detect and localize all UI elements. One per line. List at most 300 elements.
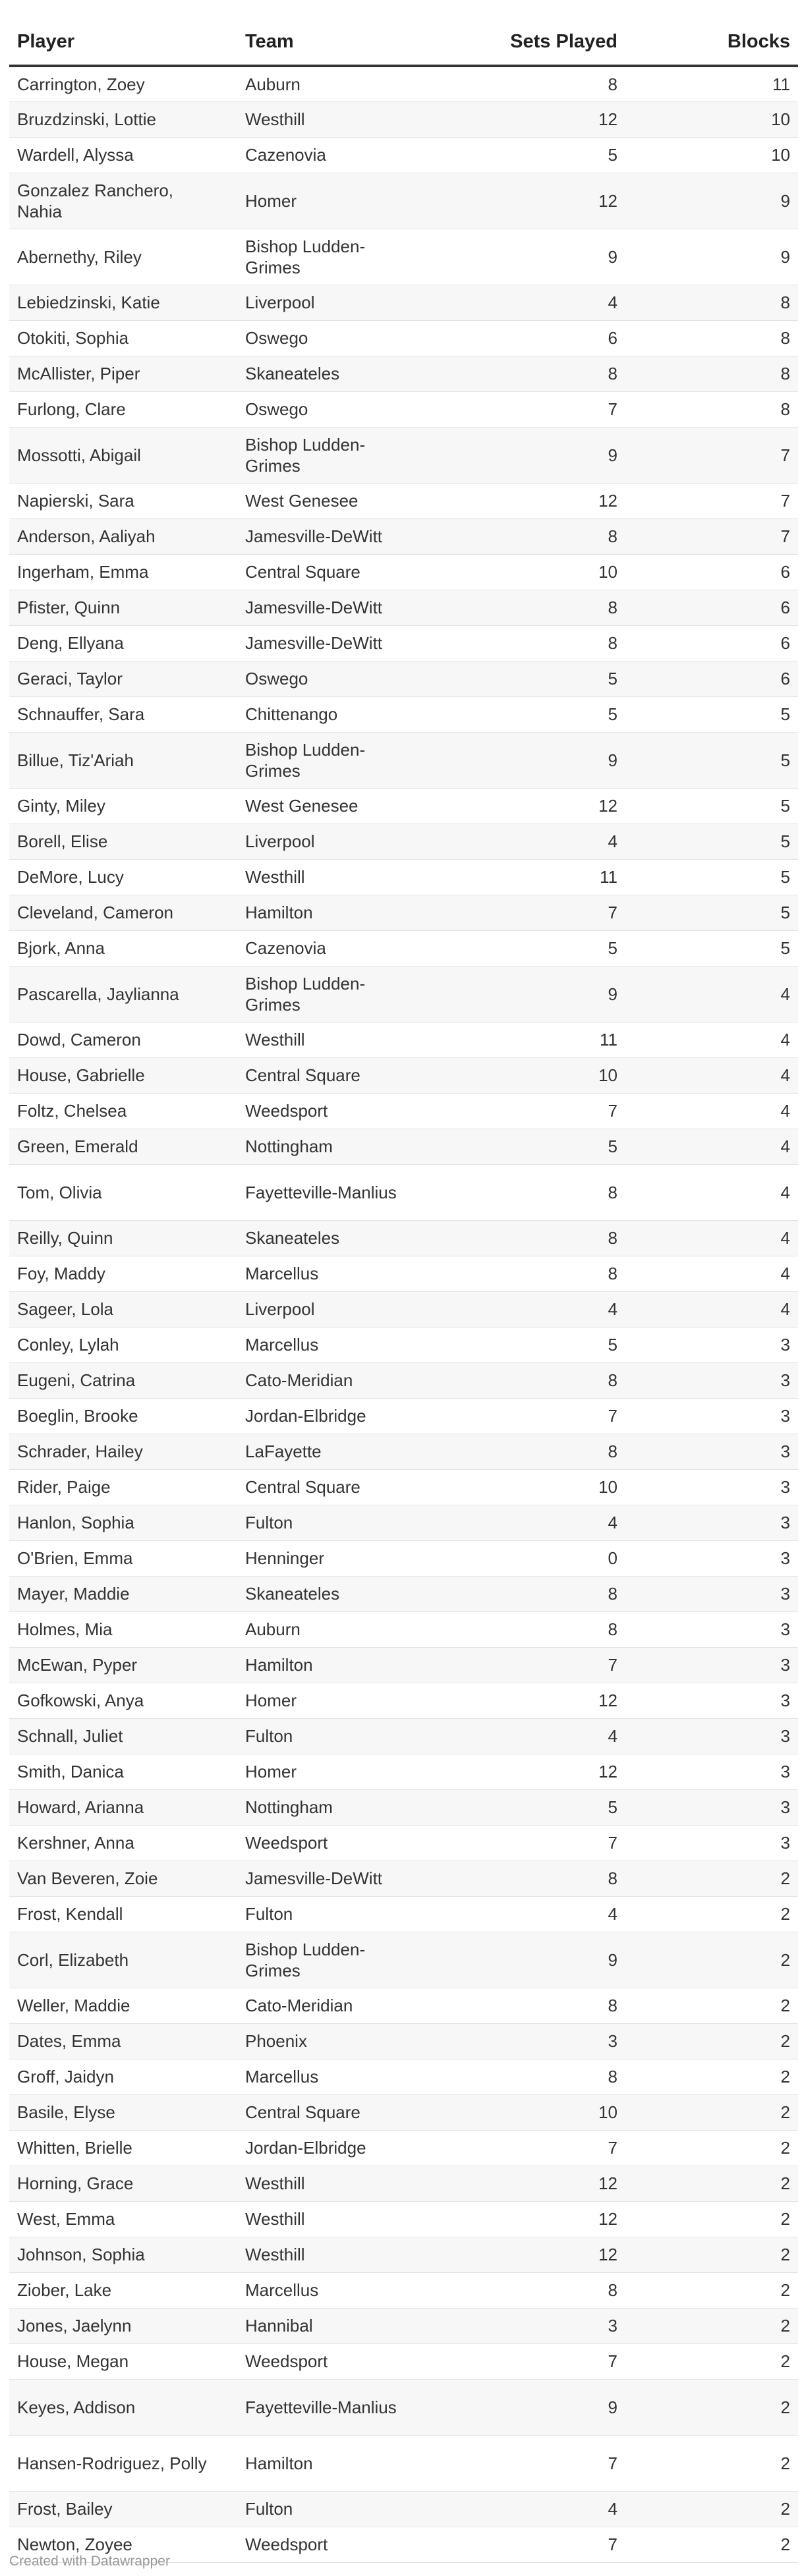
blocks-cell: 4: [625, 1256, 798, 1291]
sets-played-cell: 12: [432, 173, 625, 229]
player-cell: Dates, Emma: [9, 2023, 237, 2059]
blocks-cell: 3: [625, 1647, 798, 1683]
team-cell: LaFayette: [237, 1434, 432, 1469]
sets-played-cell: 7: [432, 1647, 625, 1683]
table-row: [9, 1896, 798, 1932]
table-row: [9, 2379, 798, 2435]
table-row: [9, 1291, 798, 1327]
sets-played-cell: 12: [432, 101, 625, 137]
sets-played-cell: 8: [432, 1576, 625, 1611]
team-cell: Weedsport: [237, 2343, 432, 2379]
player-cell: Jones, Jaelynn: [9, 2308, 237, 2343]
table-row: [9, 1220, 798, 1256]
table-row: [9, 1362, 798, 1398]
sets-played-cell: 8: [432, 1220, 625, 1256]
table-row: [9, 1789, 798, 1825]
sets-played-cell: 10: [432, 2094, 625, 2130]
team-cell: Westhill: [237, 1022, 432, 1057]
player-cell: Corl, Elizabeth: [9, 1932, 237, 1988]
blocks-cell: 10: [625, 137, 798, 173]
team-cell: Liverpool: [237, 1291, 432, 1327]
team-cell: Auburn: [237, 1611, 432, 1647]
sets-played-cell: 6: [432, 320, 625, 356]
sets-played-cell: 9: [432, 427, 625, 483]
blocks-cell: 2: [625, 2166, 798, 2201]
table-row: [9, 1327, 798, 1362]
table-row: [9, 356, 798, 391]
team-cell: Skaneateles: [237, 1220, 432, 1256]
team-cell: Homer: [237, 173, 432, 229]
blocks-cell: 5: [625, 824, 798, 859]
table-row: [9, 391, 798, 427]
blocks-cell: 5: [625, 930, 798, 966]
blocks-cell: 10: [625, 101, 798, 137]
player-cell: Van Beveren, Zoie: [9, 1861, 237, 1896]
blocks-cell: 4: [625, 1164, 798, 1220]
blocks-cell: 5: [625, 788, 798, 824]
team-cell: Henninger: [237, 1540, 432, 1576]
player-cell: Carrington, Zoey: [9, 66, 237, 101]
sets-played-cell: 8: [432, 1164, 625, 1220]
blocks-cell: 6: [625, 554, 798, 590]
player-cell: Schrader, Hailey: [9, 1434, 237, 1469]
data-table-container: [9, 18, 798, 2563]
team-cell: Fayetteville-Manlius: [237, 2379, 432, 2435]
blocks-cell: 3: [625, 1362, 798, 1398]
column-header-blocks[interactable]: Blocks: [625, 18, 798, 66]
sets-played-cell: 7: [432, 895, 625, 930]
table-row: [9, 1718, 798, 1754]
player-blocks-table: [9, 18, 798, 2563]
team-cell: Central Square: [237, 554, 432, 590]
table-row: [9, 518, 798, 554]
table-row: [9, 1057, 798, 1093]
player-cell: Bruzdzinski, Lottie: [9, 101, 237, 137]
table-row: [9, 625, 798, 661]
table-row: [9, 554, 798, 590]
sets-played-cell: 5: [432, 1789, 625, 1825]
table-row: [9, 2201, 798, 2237]
table-row: [9, 2237, 798, 2272]
team-cell: Jordan-Elbridge: [237, 1398, 432, 1434]
player-cell: Bjork, Anna: [9, 930, 237, 966]
player-cell: Boeglin, Brooke: [9, 1398, 237, 1434]
table-row: [9, 1164, 798, 1220]
team-cell: West Genesee: [237, 788, 432, 824]
blocks-cell: 2: [625, 2237, 798, 2272]
player-cell: Foltz, Chelsea: [9, 1093, 237, 1129]
blocks-cell: 7: [625, 427, 798, 483]
team-cell: Marcellus: [237, 2272, 432, 2308]
team-cell: Oswego: [237, 320, 432, 356]
table-row: [9, 229, 798, 285]
team-cell: Fayetteville-Manlius: [237, 1164, 432, 1220]
footer-credit: Created with Datawrapper: [9, 2554, 170, 2569]
team-cell: Hannibal: [237, 2308, 432, 2343]
team-cell: Jamesville-DeWitt: [237, 590, 432, 625]
table-row: [9, 1647, 798, 1683]
team-cell: Westhill: [237, 859, 432, 895]
team-cell: Fulton: [237, 1505, 432, 1540]
blocks-cell: 6: [625, 661, 798, 696]
team-cell: Liverpool: [237, 824, 432, 859]
sets-played-cell: 8: [432, 2059, 625, 2094]
team-cell: Central Square: [237, 1057, 432, 1093]
player-cell: Wardell, Alyssa: [9, 137, 237, 173]
sets-played-cell: 4: [432, 1505, 625, 1540]
player-cell: Pfister, Quinn: [9, 590, 237, 625]
table-row: [9, 427, 798, 483]
player-cell: Horning, Grace: [9, 2166, 237, 2201]
table-row: [9, 1505, 798, 1540]
player-cell: Johnson, Sophia: [9, 2237, 237, 2272]
team-cell: Fulton: [237, 1896, 432, 1932]
player-cell: Hansen-Rodriguez, Polly: [9, 2435, 237, 2491]
sets-played-cell: 0: [432, 1540, 625, 1576]
player-cell: Whitten, Brielle: [9, 2130, 237, 2166]
player-cell: DeMore, Lucy: [9, 859, 237, 895]
blocks-cell: 4: [625, 1022, 798, 1057]
team-cell: Bishop Ludden-Grimes: [237, 1932, 432, 1988]
team-cell: Marcellus: [237, 1256, 432, 1291]
table-row: [9, 590, 798, 625]
table-row: [9, 2094, 798, 2130]
blocks-cell: 4: [625, 1220, 798, 1256]
player-cell: Cleveland, Cameron: [9, 895, 237, 930]
blocks-cell: 2: [625, 1988, 798, 2023]
blocks-cell: 3: [625, 1718, 798, 1754]
table-row: [9, 2023, 798, 2059]
team-cell: Westhill: [237, 2166, 432, 2201]
team-cell: Cazenovia: [237, 930, 432, 966]
sets-played-cell: 12: [432, 483, 625, 518]
sets-played-cell: 4: [432, 2491, 625, 2527]
blocks-cell: 5: [625, 895, 798, 930]
table-row: [9, 1434, 798, 1469]
table-row: [9, 1683, 798, 1718]
sets-played-cell: 11: [432, 1022, 625, 1057]
team-cell: Oswego: [237, 661, 432, 696]
sets-played-cell: 9: [432, 966, 625, 1022]
player-cell: Geraci, Taylor: [9, 661, 237, 696]
team-cell: Cato-Meridian: [237, 1988, 432, 2023]
sets-played-cell: 12: [432, 1754, 625, 1789]
table-row: [9, 2308, 798, 2343]
player-cell: McEwan, Pyper: [9, 1647, 237, 1683]
table-row: [9, 930, 798, 966]
player-cell: House, Gabrielle: [9, 1057, 237, 1093]
player-cell: West, Emma: [9, 2201, 237, 2237]
blocks-cell: 6: [625, 625, 798, 661]
sets-played-cell: 8: [432, 2272, 625, 2308]
player-cell: Gofkowski, Anya: [9, 1683, 237, 1718]
team-cell: Bishop Ludden-Grimes: [237, 427, 432, 483]
sets-played-cell: 8: [432, 1362, 625, 1398]
table-row: [9, 2272, 798, 2308]
player-cell: Lebiedzinski, Katie: [9, 285, 237, 320]
team-cell: Jordan-Elbridge: [237, 2130, 432, 2166]
table-row: [9, 1469, 798, 1505]
table-row: [9, 2343, 798, 2379]
player-cell: Eugeni, Catrina: [9, 1362, 237, 1398]
sets-played-cell: 7: [432, 1825, 625, 1861]
sets-played-cell: 12: [432, 2201, 625, 2237]
table-row: [9, 2435, 798, 2491]
player-cell: Mossotti, Abigail: [9, 427, 237, 483]
blocks-cell: 7: [625, 518, 798, 554]
blocks-cell: 5: [625, 732, 798, 788]
player-cell: Frost, Kendall: [9, 1896, 237, 1932]
player-cell: Ziober, Lake: [9, 2272, 237, 2308]
blocks-cell: 3: [625, 1611, 798, 1647]
team-cell: Skaneateles: [237, 1576, 432, 1611]
table-row: [9, 483, 798, 518]
blocks-cell: 9: [625, 229, 798, 285]
blocks-cell: 4: [625, 1057, 798, 1093]
sets-played-cell: 3: [432, 2023, 625, 2059]
sets-played-cell: 7: [432, 2435, 625, 2491]
player-cell: Gonzalez Ranchero, Nahia: [9, 173, 237, 229]
sets-played-cell: 5: [432, 930, 625, 966]
table-row: [9, 1932, 798, 1988]
table-row: [9, 1093, 798, 1129]
player-cell: Abernethy, Riley: [9, 229, 237, 285]
sets-played-cell: 10: [432, 554, 625, 590]
sets-played-cell: 8: [432, 1988, 625, 2023]
blocks-cell: 3: [625, 1469, 798, 1505]
sets-played-cell: 5: [432, 661, 625, 696]
team-cell: Homer: [237, 1683, 432, 1718]
player-cell: Newton, Zoyee: [9, 2527, 237, 2562]
player-cell: Reilly, Quinn: [9, 1220, 237, 1256]
sets-played-cell: 5: [432, 696, 625, 732]
blocks-cell: 2: [625, 2130, 798, 2166]
sets-played-cell: 9: [432, 732, 625, 788]
blocks-cell: 2: [625, 2272, 798, 2308]
player-cell: Borell, Elise: [9, 824, 237, 859]
player-cell: Deng, Ellyana: [9, 625, 237, 661]
sets-played-cell: 4: [432, 1291, 625, 1327]
team-cell: Central Square: [237, 1469, 432, 1505]
player-cell: McAllister, Piper: [9, 356, 237, 391]
player-cell: Furlong, Clare: [9, 391, 237, 427]
sets-played-cell: 4: [432, 1896, 625, 1932]
blocks-cell: 2: [625, 1896, 798, 1932]
sets-played-cell: 5: [432, 137, 625, 173]
sets-played-cell: 12: [432, 2237, 625, 2272]
team-cell: Hamilton: [237, 895, 432, 930]
team-cell: Central Square: [237, 2094, 432, 2130]
team-cell: Westhill: [237, 2201, 432, 2237]
player-cell: Dowd, Cameron: [9, 1022, 237, 1057]
player-cell: Schnall, Juliet: [9, 1718, 237, 1754]
sets-played-cell: 8: [432, 1256, 625, 1291]
table-row: [9, 788, 798, 824]
sets-played-cell: 8: [432, 625, 625, 661]
player-cell: Schnauffer, Sara: [9, 696, 237, 732]
sets-played-cell: 10: [432, 1057, 625, 1093]
team-cell: Nottingham: [237, 1129, 432, 1164]
sets-played-cell: 7: [432, 2527, 625, 2562]
sets-played-cell: 3: [432, 2308, 625, 2343]
blocks-cell: 8: [625, 285, 798, 320]
sets-played-cell: 4: [432, 285, 625, 320]
blocks-cell: 4: [625, 1291, 798, 1327]
sets-played-cell: 12: [432, 788, 625, 824]
table-row: [9, 732, 798, 788]
player-cell: Smith, Danica: [9, 1754, 237, 1789]
table-row: [9, 2059, 798, 2094]
sets-played-cell: 8: [432, 1611, 625, 1647]
player-cell: O'Brien, Emma: [9, 1540, 237, 1576]
team-cell: Westhill: [237, 2237, 432, 2272]
sets-played-cell: 8: [432, 1434, 625, 1469]
table-row: [9, 1825, 798, 1861]
sets-played-cell: 8: [432, 590, 625, 625]
table-row: [9, 137, 798, 173]
team-cell: Marcellus: [237, 2059, 432, 2094]
team-cell: Jamesville-DeWitt: [237, 518, 432, 554]
team-cell: Chittenango: [237, 696, 432, 732]
player-cell: Foy, Maddy: [9, 1256, 237, 1291]
table-row: [9, 285, 798, 320]
sets-played-cell: 12: [432, 2166, 625, 2201]
blocks-cell: 2: [625, 1861, 798, 1896]
blocks-cell: 3: [625, 1398, 798, 1434]
team-cell: Weedsport: [237, 1093, 432, 1129]
blocks-cell: 2: [625, 2023, 798, 2059]
team-cell: West Genesee: [237, 483, 432, 518]
table-row: [9, 1129, 798, 1164]
sets-played-cell: 12: [432, 1683, 625, 1718]
sets-played-cell: 8: [432, 66, 625, 101]
blocks-cell: 3: [625, 1754, 798, 1789]
table-row: [9, 824, 798, 859]
blocks-cell: 2: [625, 2094, 798, 2130]
team-cell: Jamesville-DeWitt: [237, 1861, 432, 1896]
table-body: [9, 66, 798, 2562]
blocks-cell: 8: [625, 391, 798, 427]
table-row: [9, 696, 798, 732]
table-header: [9, 18, 798, 66]
player-cell: Ingerham, Emma: [9, 554, 237, 590]
table-row: [9, 1611, 798, 1647]
blocks-cell: 2: [625, 2308, 798, 2343]
blocks-cell: 11: [625, 66, 798, 101]
player-cell: Billue, Tiz'Ariah: [9, 732, 237, 788]
table-row: [9, 320, 798, 356]
team-cell: Skaneateles: [237, 356, 432, 391]
blocks-cell: 3: [625, 1540, 798, 1576]
blocks-cell: 8: [625, 356, 798, 391]
table-row: [9, 1988, 798, 2023]
table-row: [9, 1576, 798, 1611]
player-cell: Anderson, Aaliyah: [9, 518, 237, 554]
player-cell: Sageer, Lola: [9, 1291, 237, 1327]
team-cell: Weedsport: [237, 1825, 432, 1861]
blocks-cell: 5: [625, 859, 798, 895]
team-cell: Bishop Ludden-Grimes: [237, 732, 432, 788]
blocks-cell: 4: [625, 966, 798, 1022]
sets-played-cell: 5: [432, 1327, 625, 1362]
blocks-cell: 3: [625, 1789, 798, 1825]
player-cell: Green, Emerald: [9, 1129, 237, 1164]
blocks-cell: 2: [625, 2059, 798, 2094]
sets-played-cell: 11: [432, 859, 625, 895]
player-cell: Tom, Olivia: [9, 1164, 237, 1220]
blocks-cell: 2: [625, 2201, 798, 2237]
blocks-cell: 3: [625, 1825, 798, 1861]
team-cell: Homer: [237, 1754, 432, 1789]
table-row: [9, 1754, 798, 1789]
team-cell: Hamilton: [237, 2435, 432, 2491]
team-cell: Cato-Meridian: [237, 1362, 432, 1398]
column-header-player[interactable]: Player: [9, 18, 237, 66]
table-row: [9, 101, 798, 137]
blocks-cell: 6: [625, 590, 798, 625]
table-row: [9, 1540, 798, 1576]
sets-played-cell: 7: [432, 1398, 625, 1434]
blocks-cell: 2: [625, 2343, 798, 2379]
team-cell: Cazenovia: [237, 137, 432, 173]
blocks-cell: 2: [625, 2491, 798, 2527]
team-cell: Nottingham: [237, 1789, 432, 1825]
sets-played-cell: 8: [432, 356, 625, 391]
blocks-cell: 2: [625, 2527, 798, 2562]
team-cell: Hamilton: [237, 1647, 432, 1683]
sets-played-cell: 9: [432, 2379, 625, 2435]
table-row: [9, 1256, 798, 1291]
blocks-cell: 2: [625, 2435, 798, 2491]
header-row: [9, 18, 798, 66]
table-row: [9, 895, 798, 930]
team-cell: Fulton: [237, 1718, 432, 1754]
table-row: [9, 859, 798, 895]
team-cell: Fulton: [237, 2491, 432, 2527]
player-cell: Holmes, Mia: [9, 1611, 237, 1647]
team-cell: Phoenix: [237, 2023, 432, 2059]
blocks-cell: 4: [625, 1093, 798, 1129]
blocks-cell: 5: [625, 696, 798, 732]
team-cell: Bishop Ludden-Grimes: [237, 966, 432, 1022]
sets-played-cell: 7: [432, 2130, 625, 2166]
table-row: [9, 66, 798, 101]
blocks-cell: 3: [625, 1576, 798, 1611]
player-cell: Ginty, Miley: [9, 788, 237, 824]
player-cell: Basile, Elyse: [9, 2094, 237, 2130]
table-row: [9, 661, 798, 696]
player-cell: Frost, Bailey: [9, 2491, 237, 2527]
player-cell: Pascarella, Jaylianna: [9, 966, 237, 1022]
sets-played-cell: 8: [432, 1861, 625, 1896]
blocks-cell: 3: [625, 1327, 798, 1362]
table-row: [9, 2166, 798, 2201]
column-header-sets-played[interactable]: Sets Played: [432, 18, 625, 66]
team-cell: Jamesville-DeWitt: [237, 625, 432, 661]
team-cell: Auburn: [237, 66, 432, 101]
player-cell: Conley, Lylah: [9, 1327, 237, 1362]
team-cell: Bishop Ludden-Grimes: [237, 229, 432, 285]
player-cell: Hanlon, Sophia: [9, 1505, 237, 1540]
sets-played-cell: 7: [432, 2343, 625, 2379]
sets-played-cell: 8: [432, 518, 625, 554]
player-cell: Weller, Maddie: [9, 1988, 237, 2023]
blocks-cell: 3: [625, 1434, 798, 1469]
blocks-cell: 8: [625, 320, 798, 356]
column-header-team[interactable]: Team: [237, 18, 432, 66]
table-row: [9, 1861, 798, 1896]
table-row: [9, 2491, 798, 2527]
